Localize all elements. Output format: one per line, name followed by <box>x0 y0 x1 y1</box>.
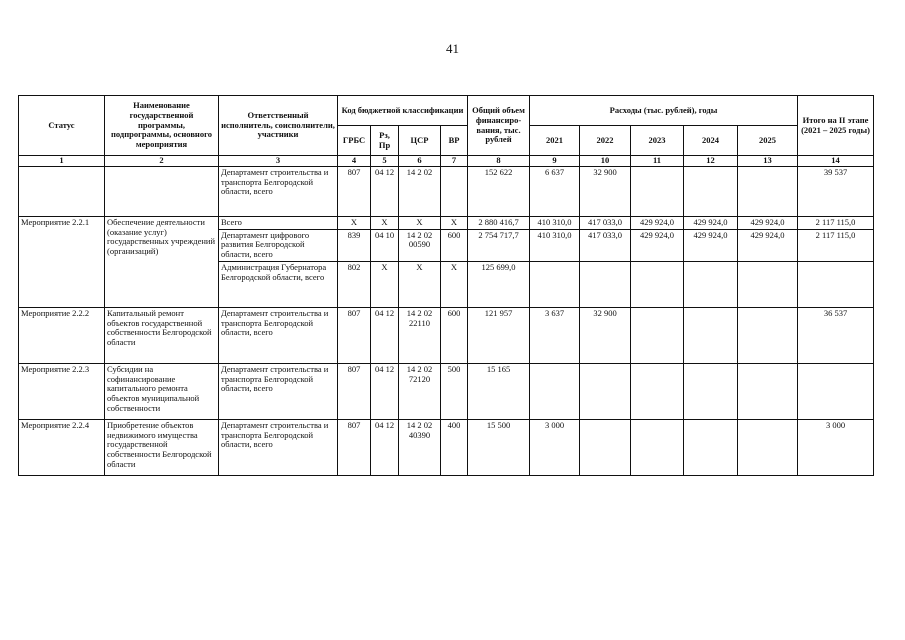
status-cell: Мероприятие 2.2.3 <box>19 363 105 419</box>
header-year-2025: 2025 <box>738 126 798 156</box>
status-cell <box>19 166 105 216</box>
header-total-volume: Общий объем финансиро-вания, тыс. рублей <box>468 96 530 156</box>
vr-cell <box>441 166 468 216</box>
rzpr-cell: 04 12 <box>371 307 399 363</box>
total-cell: 152 622 <box>468 166 530 216</box>
total-cell: 15 165 <box>468 363 530 419</box>
executor-cell: Департамент строительства и транспорта Белгородской области, всего <box>219 166 338 216</box>
column-number: 13 <box>738 156 798 167</box>
year-2025-cell <box>738 166 798 216</box>
header-expenses: Расходы (тыс. рублей), годы <box>530 96 798 126</box>
executor-cell: Департамент строительства и транспорта Белгородской области, всего <box>219 307 338 363</box>
stage-total-cell <box>798 363 874 419</box>
total-cell: 2 880 416,7 <box>468 216 530 229</box>
total-cell: 2 754 717,7 <box>468 229 530 261</box>
year-2023-cell <box>631 363 684 419</box>
year-2025-cell: 429 924,0 <box>738 216 798 229</box>
vr-cell: 500 <box>441 363 468 419</box>
year-2024-cell: 429 924,0 <box>684 229 738 261</box>
header-stage-total: Итого на II этапе (2021 – 2025 годы) <box>798 96 874 156</box>
grbs-cell: 807 <box>338 419 371 475</box>
rzpr-cell: 04 12 <box>371 363 399 419</box>
year-2021-cell: 410 310,0 <box>530 216 580 229</box>
column-number: 12 <box>684 156 738 167</box>
column-number: 14 <box>798 156 874 167</box>
column-number: 10 <box>580 156 631 167</box>
grbs-cell: 807 <box>338 363 371 419</box>
header-status: Статус <box>19 96 105 156</box>
year-2023-cell: 429 924,0 <box>631 216 684 229</box>
year-2022-cell <box>580 261 631 307</box>
column-number-row <box>19 156 874 167</box>
column-number: 3 <box>219 156 338 167</box>
total-cell: 125 699,0 <box>468 261 530 307</box>
year-2021-cell: 3 637 <box>530 307 580 363</box>
table-row <box>19 419 874 475</box>
year-2024-cell <box>684 419 738 475</box>
page-number: 41 <box>446 41 459 56</box>
total-cell: 15 500 <box>468 419 530 475</box>
header-vr: ВР <box>441 126 468 156</box>
table-row <box>19 216 874 229</box>
stage-total-cell: 36 537 <box>798 307 874 363</box>
grbs-cell: 807 <box>338 307 371 363</box>
year-2025-cell <box>738 261 798 307</box>
executor-cell: Всего <box>219 216 338 229</box>
grbs-cell: Х <box>338 216 371 229</box>
rzpr-cell: 04 10 <box>371 229 399 261</box>
stage-total-cell <box>798 261 874 307</box>
name-cell: Приобретение объектов недвижимого имущества государственной собственности Белгородской области <box>105 419 219 475</box>
column-number: 2 <box>105 156 219 167</box>
name-cell: Обеспечение деятельности (оказание услуг) государственных учреждений (организаций) <box>105 216 219 307</box>
stage-total-cell: 2 117 115,0 <box>798 229 874 261</box>
name-cell: Капитальный ремонт объектов государственной собственности Белгородской области <box>105 307 219 363</box>
total-cell: 121 957 <box>468 307 530 363</box>
vr-cell: Х <box>441 261 468 307</box>
column-number: 4 <box>338 156 371 167</box>
stage-total-cell: 39 537 <box>798 166 874 216</box>
rzpr-cell: 04 12 <box>371 166 399 216</box>
column-number: 9 <box>530 156 580 167</box>
year-2023-cell <box>631 166 684 216</box>
name-cell <box>105 166 219 216</box>
stage-total-cell: 3 000 <box>798 419 874 475</box>
vr-cell: 600 <box>441 229 468 261</box>
header-rzpr: Рз, Пр <box>371 126 399 156</box>
executor-cell: Департамент строительства и транспорта Белгородской области, всего <box>219 363 338 419</box>
table-row <box>19 166 874 216</box>
year-2023-cell <box>631 419 684 475</box>
header-csr: ЦСР <box>399 126 441 156</box>
column-number: 8 <box>468 156 530 167</box>
executor-cell: Администрация Губернатора Белгородской области, всего <box>219 261 338 307</box>
status-cell: Мероприятие 2.2.2 <box>19 307 105 363</box>
header-year-2022: 2022 <box>580 126 631 156</box>
year-2025-cell <box>738 363 798 419</box>
csr-cell: 14 2 02 40390 <box>399 419 441 475</box>
year-2024-cell: 429 924,0 <box>684 216 738 229</box>
grbs-cell: 807 <box>338 166 371 216</box>
header-year-2024: 2024 <box>684 126 738 156</box>
status-cell: Мероприятие 2.2.4 <box>19 419 105 475</box>
csr-cell: Х <box>399 261 441 307</box>
year-2025-cell: 429 924,0 <box>738 229 798 261</box>
table-row <box>19 307 874 363</box>
year-2022-cell: 417 033,0 <box>580 216 631 229</box>
year-2024-cell <box>684 166 738 216</box>
year-2024-cell <box>684 261 738 307</box>
column-number: 1 <box>19 156 105 167</box>
csr-cell: 14 2 02 22110 <box>399 307 441 363</box>
header-row-1 <box>19 96 874 126</box>
header-grbs: ГРБС <box>338 126 371 156</box>
name-cell: Субсидии на софинансирование капитального ремонта объектов муниципальной собственности <box>105 363 219 419</box>
vr-cell: 600 <box>441 307 468 363</box>
header-budget-code: Код бюджетной классификации <box>338 96 468 126</box>
csr-cell: 14 2 02 00590 <box>399 229 441 261</box>
year-2022-cell: 32 900 <box>580 166 631 216</box>
year-2024-cell <box>684 307 738 363</box>
column-number: 6 <box>399 156 441 167</box>
header-name: Наименование государственной программы, подпрограммы, основного мероприятия <box>105 96 219 156</box>
header-executor: Ответственный исполнитель, соисполнители, участники <box>219 96 338 156</box>
year-2025-cell <box>738 419 798 475</box>
year-2022-cell <box>580 363 631 419</box>
year-2021-cell <box>530 363 580 419</box>
table-row <box>19 363 874 419</box>
vr-cell: 400 <box>441 419 468 475</box>
column-number: 5 <box>371 156 399 167</box>
budget-table <box>18 95 874 476</box>
csr-cell: 14 2 02 <box>399 166 441 216</box>
rzpr-cell: Х <box>371 261 399 307</box>
year-2021-cell: 6 637 <box>530 166 580 216</box>
grbs-cell: 802 <box>338 261 371 307</box>
year-2024-cell <box>684 363 738 419</box>
rzpr-cell: 04 12 <box>371 419 399 475</box>
year-2021-cell: 3 000 <box>530 419 580 475</box>
column-number: 11 <box>631 156 684 167</box>
year-2025-cell <box>738 307 798 363</box>
year-2023-cell <box>631 307 684 363</box>
executor-cell: Департамент цифрового развития Белгородской области, всего <box>219 229 338 261</box>
grbs-cell: 839 <box>338 229 371 261</box>
stage-total-cell: 2 117 115,0 <box>798 216 874 229</box>
year-2023-cell <box>631 261 684 307</box>
csr-cell: Х <box>399 216 441 229</box>
year-2021-cell: 410 310,0 <box>530 229 580 261</box>
year-2021-cell <box>530 261 580 307</box>
column-number: 7 <box>441 156 468 167</box>
year-2023-cell: 429 924,0 <box>631 229 684 261</box>
year-2022-cell: 32 900 <box>580 307 631 363</box>
vr-cell: Х <box>441 216 468 229</box>
year-2022-cell <box>580 419 631 475</box>
header-year-2021: 2021 <box>530 126 580 156</box>
executor-cell: Департамент строительства и транспорта Белгородской области, всего <box>219 419 338 475</box>
year-2022-cell: 417 033,0 <box>580 229 631 261</box>
status-cell: Мероприятие 2.2.1 <box>19 216 105 307</box>
header-year-2023: 2023 <box>631 126 684 156</box>
csr-cell: 14 2 02 72120 <box>399 363 441 419</box>
rzpr-cell: Х <box>371 216 399 229</box>
